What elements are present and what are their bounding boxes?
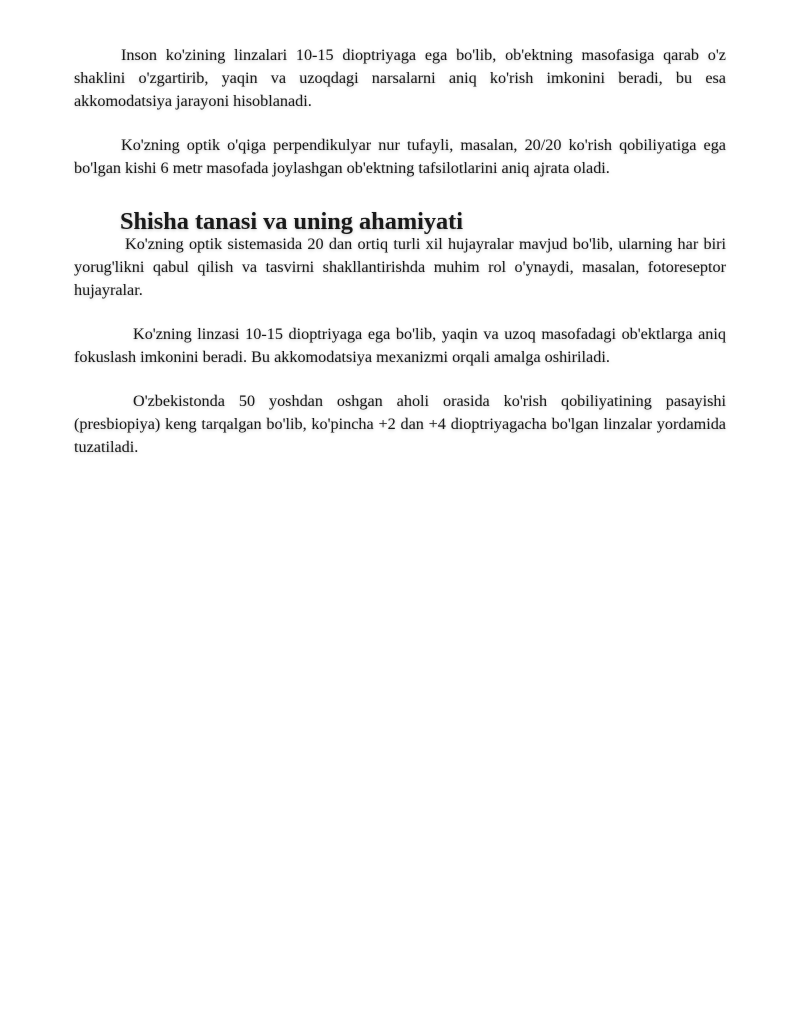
paragraph-lens-focusing: Ko'zning linzasi 10-15 dioptriyaga ega bo'lib, yaqin va uzoq masofadagi ob'ektlarga aniq fokuslash imkonini beradi. Bu akkomodatsiya mexanizmi orqali amalga oshiriladi. [74,325,726,366]
document-page [74,44,726,480]
section-heading: Shisha tanasi va uning ahamiyati [120,208,463,235]
paragraph-presbyopia: O'zbekistonda 50 yoshdan oshgan aholi orasida ko'rish qobiliyatining pasayishi (presbiopiya) keng tarqalgan bo'lib, ko'pincha +2 dan +4 dioptriyagacha bo'lgan linzalar yordamida tuzatiladi. [74,392,726,456]
paragraph-optical-cells: Ko'zning optik sistemasida 20 dan ortiq turli xil hujayralar mavjud bo'lib, ularning har biri yorug'likni qabul qilish va tasvirni shakllantirishda muhim rol o'ynaydi, masalan, fotoreseptor hujayralar. [74,235,726,299]
paragraph-visual-acuity: Ko'zning optik o'qiga perpendikulyar nur tufayli, masalan, 20/20 ko'rish qobiliyatiga ega bo'lgan kishi 6 metr masofada joylashgan ob'ektning tafsilotlarini aniq ajrata oladi. [74,136,726,177]
paragraph-lens-accommodation: Inson ko'zining linzalari 10-15 dioptriyaga ega bo'lib, ob'ektning masofasiga qarab o'z shaklini o'zgartirib, yaqin va uzoqdagi narsalarni aniq ko'rish imkonini beradi, bu esa akkomodatsiya jarayoni hisoblanadi. [74,46,726,110]
